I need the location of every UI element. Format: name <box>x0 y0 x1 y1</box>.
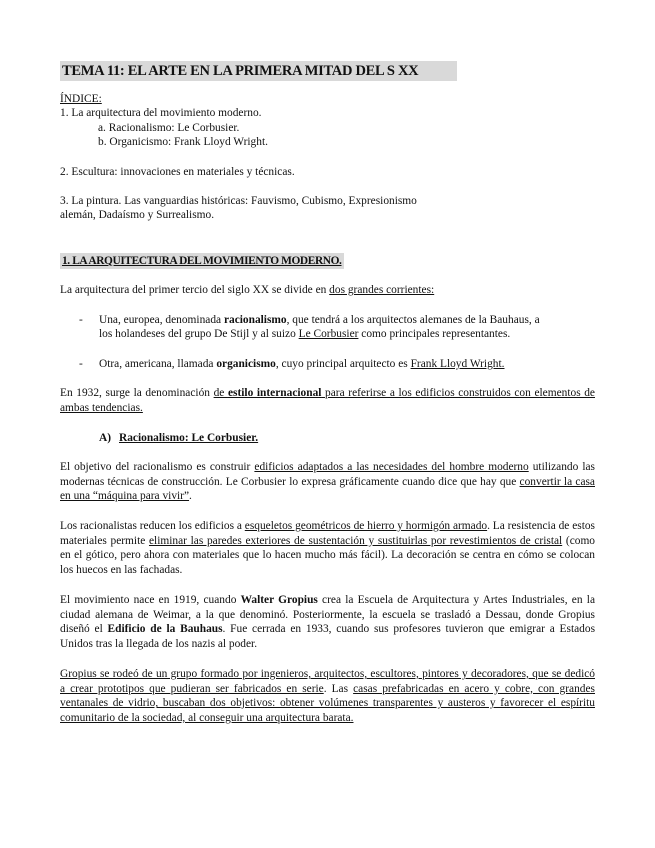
intro-text: La arquitectura del primer tercio del siglo XX se divide en <box>60 284 330 296</box>
paragraph-gropius <box>60 593 595 651</box>
term-edificio-bauhaus: Edificio de la Bauhaus <box>107 623 223 636</box>
index-item-1a: a. Racionalismo: Le Corbusier. <box>98 122 240 134</box>
index-heading: ÍNDICE: <box>60 93 102 105</box>
bullet-2-text: Otra, americana, llamada <box>99 358 217 370</box>
index-item-2: 2. Escultura: innovaciones en materiales y técnicas. <box>60 166 295 178</box>
term-organicismo: organicismo <box>216 358 276 370</box>
paragraph-objective <box>60 460 595 504</box>
paragraph-materials <box>60 519 595 577</box>
p1932-underlined: de <box>213 387 228 399</box>
section-1-heading: 1. LA ARQUITECTURA DEL MOVIMIENTO MODERNO. <box>62 255 342 267</box>
bullet-1-dash: - <box>79 314 83 326</box>
name-le-corbusier: Le Corbusier <box>298 328 359 340</box>
p3-text: El movimiento nace en 1919, cuando <box>60 594 241 606</box>
p2-text-end: (como en el gótico, pero ahora con materiales que lo hacen mucho más fácil). La decoración se centra en cómo se colocan los huecos en las fachadas. <box>60 534 595 576</box>
p1-quote: convertir la casa en una “máquina para vivir” <box>60 475 595 503</box>
bullet-1-text: Una, europea, denominada <box>99 314 224 326</box>
p2-text-cont: . La resistencia de estos materiales permite <box>60 520 595 547</box>
section-1-intro <box>60 283 434 298</box>
p1-period: . <box>189 490 192 503</box>
p1932-text: En 1932, surge la denominación <box>60 387 214 399</box>
index-item-3-line-2: alemán, Dadaísmo y Surrealismo. <box>60 209 215 221</box>
p4-text: . Las <box>323 682 354 695</box>
index-item-3-line-1: 3. La pintura. Las vanguardias históricas: Fauvismo, Cubismo, Expresionismo <box>60 195 417 207</box>
p3-text-end: . Fue cerrada en 1933, cuando sus profesores tuvieron que emigrar a Estados Unidos tras la llegada de los nazis al poder. <box>60 623 595 650</box>
paragraph-prototypes <box>60 667 595 725</box>
bullet-2-text-cont: , cuyo principal arquitecto es <box>275 358 411 370</box>
bullet-2-line <box>99 357 505 372</box>
bullet-1-text-2: los holandeses del grupo De Stijl y al suizo <box>99 328 299 340</box>
term-estilo-internacional: estilo internacional <box>227 387 322 399</box>
p1-text-cont: utilizando las modernas técnicas de construcción. Le Corbusier lo expresa gráficamente cuando dice que hay que <box>60 461 595 488</box>
bullet-1-line-1 <box>99 313 540 328</box>
name-walter-gropius: Walter Gropius <box>240 594 318 606</box>
p3-text-cont: crea la Escuela de Arquitectura y Artes Industriales, en la ciudad alemana de Weimar, a la que denominó. Posteriormente, la escuela se trasladó a Dessau, donde Gropius diseñó el <box>60 594 595 636</box>
bullet-1-text-3: como principales representantes. <box>358 328 511 340</box>
section-a-heading: Racionalismo: Le Corbusier. <box>119 432 259 444</box>
document-title: TEMA 11: EL ARTE EN LA PRIMERA MITAD DEL S XX <box>60 61 457 81</box>
p2-text: Los racionalistas reducen los edificios a <box>60 520 245 532</box>
bullet-1-text-cont: , que tendrá a los arquitectos alemanes de la Bauhaus, a <box>286 314 540 326</box>
paragraph-1932 <box>60 386 595 415</box>
p1-underlined: edificios adaptados a las necesidades del hombre moderno <box>254 461 529 473</box>
intro-underlined: dos grandes corrientes: <box>329 284 435 296</box>
p1-text: El objetivo del racionalismo es construir <box>60 461 255 473</box>
term-racionalismo: racionalismo <box>223 314 287 326</box>
p4-underlined-2: casas prefabricadas en acero y cobre, con grandes ventanales de vidrio, buscaban dos objetivos: obtener volúmenes transparentes y austeros y favorecer el espíritu comunitario de la sociedad, al conseguir una arquitectura barata. <box>60 682 595 724</box>
name-frank-lloyd-wright: Frank Lloyd Wright. <box>410 358 505 370</box>
bullet-2-dash: - <box>79 358 83 370</box>
p2-underlined-2: eliminar las paredes exteriores de sustentación y sustituirlas por revestimientos de cristal <box>148 534 563 547</box>
index-item-1: 1. La arquitectura del movimiento moderno. <box>60 107 262 119</box>
p2-underlined: esqueletos geométricos de hierro y hormigón armado <box>244 520 488 532</box>
bullet-1-line-2 <box>99 327 510 342</box>
section-a-letter: A) <box>99 432 112 444</box>
p1932-underlined-cont: para referirse a los edificios construidos con elementos de ambas tendencias. <box>60 387 595 414</box>
p4-underlined: Gropius se rodeó de un grupo formado por ingenieros, arquitectos, escultores, pintores y decoradores, que se dedicó a crear prototipos que pudieran ser fabricados en serie <box>60 668 595 695</box>
index-item-1b: b. Organicismo: Frank Lloyd Wright. <box>98 136 268 148</box>
